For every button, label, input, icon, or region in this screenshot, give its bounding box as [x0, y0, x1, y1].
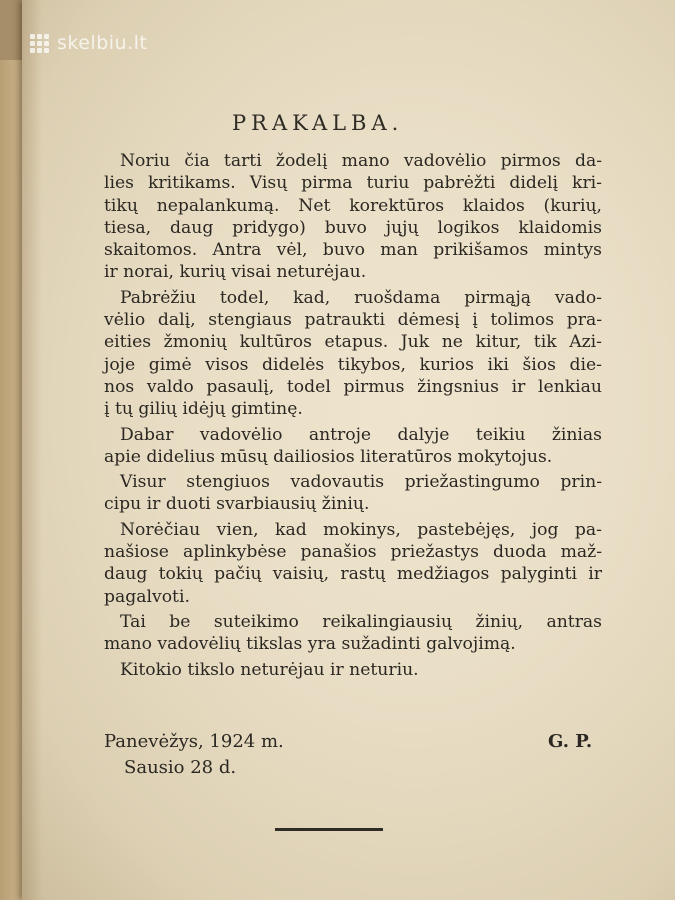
paragraph: [104, 519, 602, 608]
text-line: cipu ir duoti svarbiausių žinių.: [104, 494, 370, 515]
paragraph: [104, 611, 602, 656]
text-line: apie didelius mūsų dailiosios literatūros mokytojus.: [104, 446, 553, 467]
text-line: Tai be suteikimo reikalingiausių žinių, antras: [120, 611, 602, 632]
text-line: skaitomos. Antra vėl, buvo man prikišamos mintys: [104, 240, 602, 261]
text-line: lies kritikams. Visų pirma turiu pabrėžti didelį kri-: [104, 173, 602, 194]
text-line: eities žmonių kultūros etapus. Juk ne kitur, tik Azi-: [104, 332, 602, 353]
paragraph: [104, 287, 602, 421]
text-line: Noriu čia tarti žodelį mano vadovėlio pirmos da-: [120, 151, 602, 171]
paragraph: [104, 471, 602, 516]
text-line: tiesa, daug pridygo) buvo jųjų logikos klaidomis: [104, 217, 602, 238]
preface-body: [104, 150, 602, 681]
text-line: Dabar vadovėlio antroje dalyje teikiu žinias: [120, 424, 602, 445]
text-line: vėlio dalį, stengiaus patraukti dėmesį į tolimos pra-: [104, 310, 602, 331]
text-line: tikų nepalankumą. Net korektūros klaidos (kurių,: [104, 195, 602, 216]
text-line: Norėčiau vien, kad mokinys, pastebėjęs, jog pa-: [120, 519, 602, 540]
text-line: ir norai, kurių visai neturėjau.: [104, 262, 367, 283]
closing-rule: [275, 828, 383, 831]
text-line: pagalvoti.: [104, 586, 190, 607]
signature-date: Sausio 28 d.: [124, 757, 237, 778]
signature-place: Panevėžys, 1924 m.: [104, 731, 284, 752]
text-line: mano vadovėlių tikslas yra sužadinti galvojimą.: [104, 634, 516, 655]
signature-initials: G. P.: [548, 731, 593, 752]
watermark: [30, 32, 147, 54]
watermark-text: skelbiu.lt: [57, 32, 148, 54]
watermark-logo-icon: [30, 34, 49, 53]
text-line: Pabrėžiu todel, kad, ruošdama pirmąją vado-: [120, 287, 602, 308]
paragraph: [104, 659, 602, 681]
paragraph: [104, 150, 602, 284]
text-line: į tų gilių idėjų gimtinę.: [104, 399, 303, 420]
text-line: Visur stengiuos vadovautis priežastingumo prin-: [120, 472, 602, 493]
text-line: joje gimė visos didelės tikybos, kurios iki šios die-: [104, 354, 602, 375]
paragraph: [104, 424, 602, 469]
text-line: nos valdo pasaulį, todel pirmus žingsnius ir lenkiau: [104, 376, 602, 397]
text-line: daug tokių pačių vaisių, rastų medžiagos palyginti ir: [104, 564, 602, 585]
page-title: PRAKALBA.: [232, 111, 404, 135]
text-line: Kitokio tikslo neturėjau ir neturiu.: [120, 659, 419, 680]
text-line: našiose aplinkybėse panašios priežastys duoda maž-: [104, 542, 602, 563]
